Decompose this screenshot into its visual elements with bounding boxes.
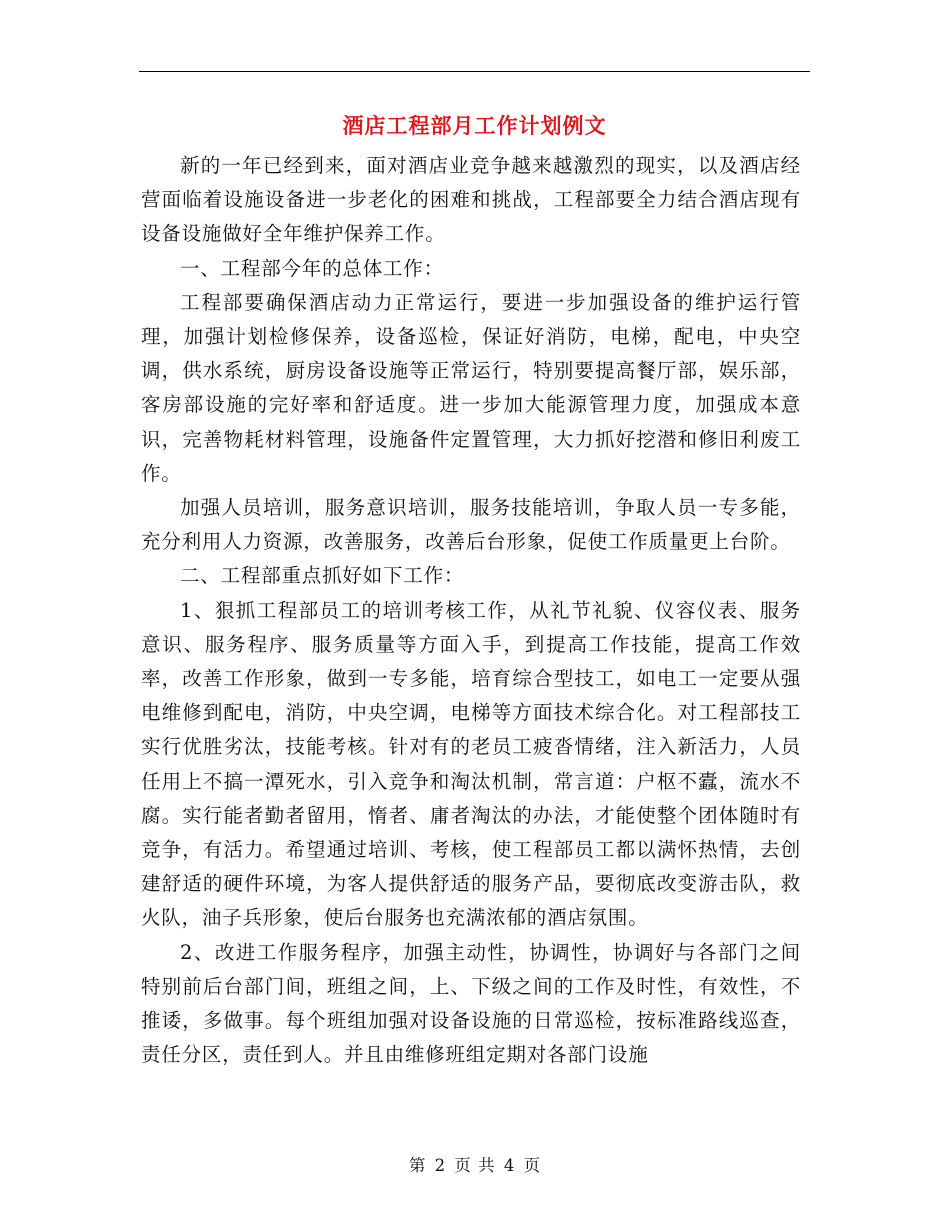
document-body [141,149,801,1072]
paragraph-item-2: 2、改进工作服务程序，加强主动性，协调性，协调好与各部门之间特别前后台部门间，班组之间，上、下级之间的工作及时性，有效性，不推诿，多做事。每个班组加强对设备设施的日常巡检，按标准路线巡查，责任分区，责任到人。并且由维修班组定期对各部门设施 [141,940,801,1067]
footer-middle: 页 共 [454,1156,496,1175]
paragraph-intro: 新的一年已经到来，面对酒店业竞争越来越激烈的现实，以及酒店经营面临着设施设备进一步老化的困难和挑战，工程部要全力结合酒店现有设备设施做好全年维护保养工作。 [141,154,801,246]
document-title: 酒店工程部月工作计划例文 [342,113,607,138]
paragraph-overall-work: 工程部要确保酒店动力正常运行，要进一步加强设备的维护运行管理，加强计划检修保养，设备巡检，保证好消防，电梯，配电，中央空调，供水系统，厨房设备设施等正常运行，特别要提高餐厅部，娱乐部，客房部设施的完好率和舒适度。进一步加大能源管理力度，加强成本意识，完善物耗材料管理，设施备件定置管理，大力抓好挖潜和修旧利废工作。 [141,290,801,485]
footer-prefix: 第 [408,1156,427,1175]
section-heading-2: 二、工程部重点抓好如下工作： [180,564,465,588]
footer-page-number: 2 [434,1156,447,1175]
paragraph-item-1: 1、狠抓工程部员工的培训考核工作，从礼节礼貌、仪容仪表、服务意识、服务程序、服务质量等方面入手，到提高工作技能，提高工作效率，改善工作形象，做到一专多能，培育综合型技工，如电工一定要从强电维修到配电，消防，中央空调，电梯等方面技术综合化。对工程部技工实行优胜劣汰，技能考核。针对有的老员工疲沓情绪，注入新活力，人员任用上不搞一潭死水，引入竞争和淘汰机制，常言道：户枢不蠹，流水不腐。实行能者勤者留用，惰者、庸者淘汰的办法，才能使整个团体随时有竞争，有活力。希望通过培训、考核，使工程部员工都以满怀热情，去创建舒适的硬件环境，为客人提供舒适的服务产品，要彻底改变游击队，救火队，油子兵形象，使后台服务也充满浓郁的酒店氛围。 [141,598,801,930]
footer-total-pages: 4 [503,1156,516,1175]
footer-suffix: 页 [523,1156,542,1175]
section-heading-1: 一、工程部今年的总体工作： [180,256,444,280]
paragraph-training: 加强人员培训，服务意识培训，服务技能培训，争取人员一专多能，充分利用人力资源，改善服务，改善后台形象，促使工作质量更上台阶。 [141,496,801,554]
header-rule [139,71,810,72]
page-footer [0,1152,950,1176]
